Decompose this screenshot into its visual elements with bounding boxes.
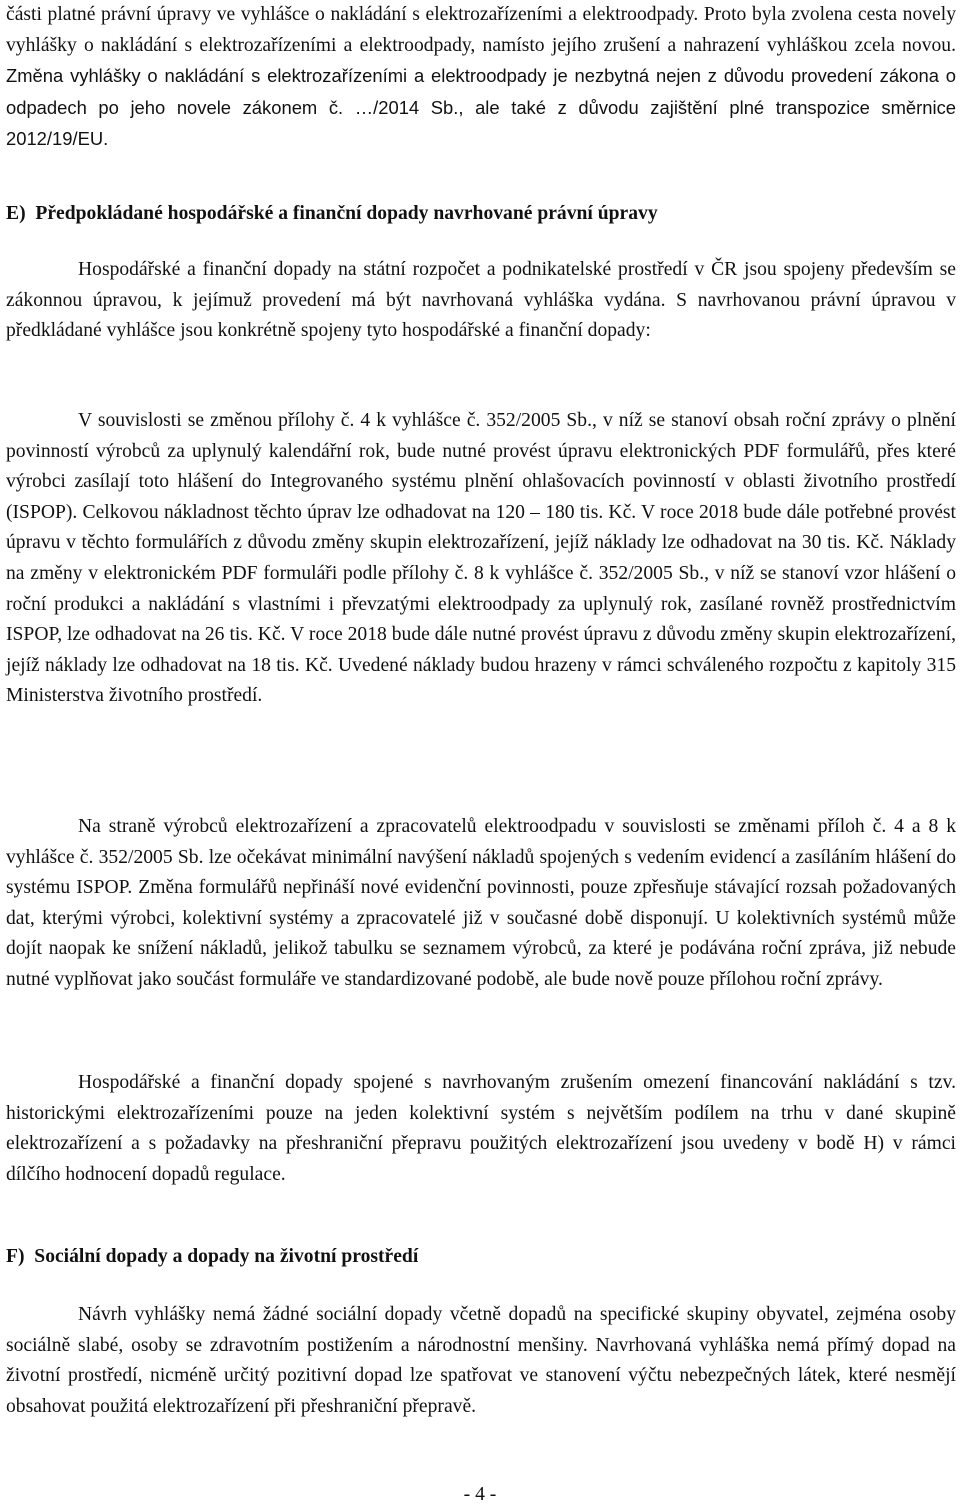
- section-heading-e: E) Předpokládané hospodářské a finanční dopady navrhované právní úpravy: [6, 203, 658, 224]
- paragraph-social-impacts: Návrh vyhlášky nemá žádné sociální dopady včetně dopadů na specifické skupiny obyvatel, zejména osoby sociálně slabé, osoby se zdravotním postižením a národnostní menšiny. Navrhovaná vyhláška nemá přímý dopad na životní prostředí, nicméně určitý pozitivní dopad lze spatřovat ve stanovení výčtu nebezpečných látek, které nesmějí obsahovat použitá elektrozařízení při přeshraniční přepravě.: [6, 1304, 956, 1417]
- paragraph-pdf-forms-costs: V souvislosti se změnou přílohy č. 4 k vyhlášce č. 352/2005 Sb., v níž se stanoví obsah roční zprávy o plnění povinností výrobců za uplynulý kalendářní rok, bude nutné provést úpravu elektronických PDF formulářů, přes které výrobci zasílají toto hlášení do Integrovaného systému plnění ohlašovacích povinností v oblasti životního prostředí (ISPOP). Celkovou nákladnost těchto úprav lze odhadovat na 120 – 180 tis. Kč. V roce 2018 bude dále potřebné provést úpravu v těchto formulářích z důvodu změny skupin elektrozařízení, jejíž náklady lze odhadovat na 30 tis. Kč. Náklady na změny v elektronickém PDF formuláři podle přílohy č. 8 k vyhlášce č. 352/2005 Sb., v níž se stanoví vzor hlášení o roční produkci a nakládání s vlastními i převzatými elektroodpady za uplynulý rok, zasílané rovněž prostřednictvím ISPOP, lze odhadovat na 26 tis. Kč. V roce 2018 bude dále nutné provést úpravu z důvodu změny skupin elektrozařízení, jejíž náklady lze odhadovat na 18 tis. Kč. Uvedené náklady budou hrazeny v rámci schváleného rozpočtu z kapitoly 315 Ministerstva životního prostředí.: [6, 410, 956, 707]
- section-heading-f: F) Sociální dopady a dopady na životní prostředí: [6, 1246, 419, 1267]
- paragraph-novela-intro: [6, 0, 956, 156]
- paragraph-novela-intro-part2: Změna vyhlášky o nakládání s elektrozařízeními a elektroodpady je nezbytná nejen z důvodu provedení zákona o odpadech po jeho novele zákonem č. …/2014 Sb., ale také z důvodu zajištění plné transpozice směrnice 2012/19/EU.: [6, 65, 956, 150]
- paragraph-producers-costs: Na straně výrobců elektrozařízení a zpracovatelů elektroodpadu v souvislosti se změnami příloh č. 4 a 8 k vyhlášce č. 352/2005 Sb. lze očekávat minimální navýšení nákladů spojených s vedením evidencí a zasíláním hlášení do systému ISPOP. Změna formulářů nepřináší nové evidenční povinnosti, pouze zpřesňuje stávající rozsah požadovaných dat, kterými výrobci, kolektivní systémy a zpracovatelé již v současné době disponují. U kolektivních systémů může dojít naopak ke snížení nákladů, jelikož tabulku se seznamem výrobců, za které je podávána roční zpráva, již nebude nutné vyplňovat jako součást formuláře ve standardizované podobě, ale bude nově pouze přílohou roční zprávy.: [6, 816, 956, 990]
- page-number: - 4 -: [463, 1484, 497, 1505]
- paragraph-novela-intro-part1: části platné právní úpravy ve vyhlášce o nakládání s elektrozařízeními a elektroodpady. Proto byla zvolena cesta novely vyhlášky o nakládání s elektrozařízeními a elektroodpady, namísto jejího zrušení a nahrazení vyhláškou zcela novou.: [6, 4, 956, 56]
- paragraph-historical-equipment: Hospodářské a finanční dopady spojené s navrhovaným zrušením omezení financování nakládání s tzv. historickými elektrozařízeními pouze na jeden kolektivní systém s největším podílem na trhu v dané skupině elektrozařízení a s požadavky na přeshraniční přepravu použitých elektrozařízení jsou uvedeny v bodě H) v rámci dílčího hodnocení dopadů regulace.: [6, 1072, 956, 1185]
- paragraph-economic-impacts: Hospodářské a finanční dopady na státní rozpočet a podnikatelské prostředí v ČR jsou spojeny především se zákonnou úpravou, k jejímuž provedení má být navrhovaná vyhláška vydána. S navrhovanou právní úpravou v předkládané vyhlášce jsou konkrétně spojeny tyto hospodářské a finanční dopady:: [6, 259, 956, 342]
